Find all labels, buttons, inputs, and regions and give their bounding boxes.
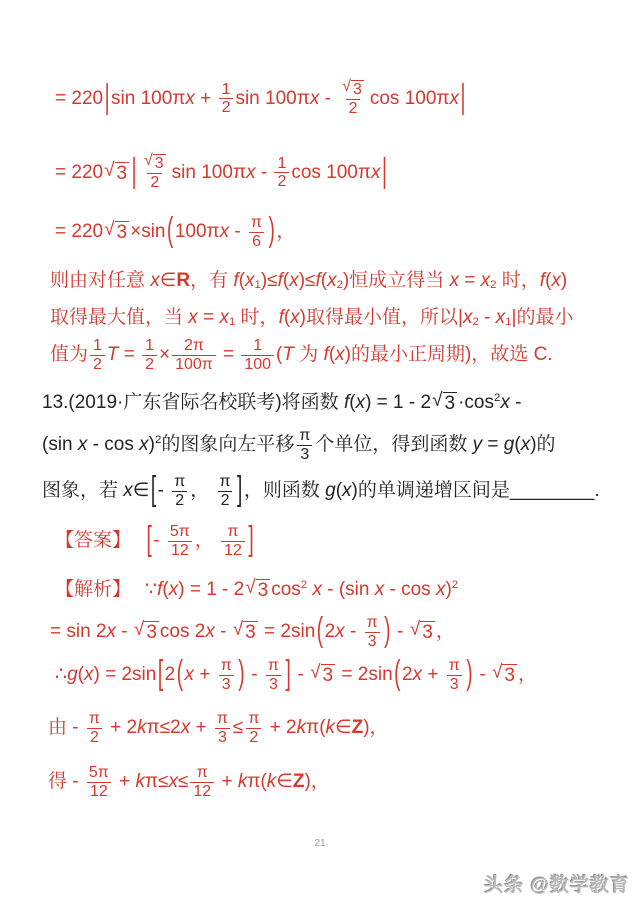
- sqrt-radical: √ 3: [245, 576, 269, 601]
- big-delimiter: ]: [285, 655, 291, 694]
- fraction: $\frac{1}{100}$: [241, 337, 274, 374]
- fraction: π 2: [219, 473, 231, 509]
- solution12-paragraph-line3: 值为 1 2 T = $\frac{1}{2}$ × $\frac{2\pi}{100\pi}$ = $\frac{1}{100}$ ( T 为 f ( x )的最小正周期)，故选 C.: [50, 337, 553, 373]
- big-delimiter: ): [384, 612, 391, 651]
- fraction: 5π 12: [88, 764, 109, 800]
- big-delimiter: (: [176, 655, 184, 694]
- big-delimiter: (: [316, 612, 324, 651]
- analysis-step4: 由 - π 2 + 2 k π≤2 x + $\frac{\pi}{3}$ ≤ $\frac{\pi}{2}$ + 2 k π( k ∈ Z )，: [48, 710, 389, 746]
- fraction: π 3: [366, 614, 378, 650]
- fraction: π 12: [221, 523, 245, 560]
- big-delimiter: [: [146, 521, 152, 560]
- fraction: √ 3 2: [342, 78, 362, 117]
- sqrt-radical: √ 3: [409, 619, 433, 644]
- fraction: √ 3 2: [144, 152, 164, 191]
- analysis-formula: ∵ f ( x ) = 1 - 2 √ 3 cos 2 x - (sin x - cos x ) 2: [145, 576, 459, 601]
- fraction: $\frac{\pi}{3}$: [220, 657, 232, 693]
- big-delimiter: (: [394, 655, 401, 694]
- formula-amplitude-step1: = 220 | sin 100π x + $\frac{1}{2}$ sin 100π x - √ 3 2 cos 100π x |: [55, 80, 467, 118]
- fraction: $\frac{\pi}{12}$: [190, 764, 214, 801]
- fraction: $\frac{1}{2}$: [142, 337, 157, 374]
- fraction: $\frac{\pi}{3}$: [448, 657, 460, 693]
- big-delimiter: |: [104, 79, 110, 118]
- watermark-text: 头条 @数学教育: [484, 875, 630, 896]
- fraction: π 2: [174, 473, 186, 509]
- sqrt-radical: √ 3: [144, 152, 164, 172]
- big-delimiter: ]: [248, 521, 254, 560]
- answer-interval: [ - 5π 12 ， π 12 ]: [145, 523, 255, 560]
- solution12-paragraph-line2: 取得最大值，当 x = x 1 时， f ( x )取得最小值，所以| x 2 - x 1 |的最小: [50, 307, 574, 328]
- formula-amplitude-step2: = 220 √ 3 | √ 3 2 sin 100π x - 1 2 cos 100π x |: [55, 154, 388, 192]
- big-delimiter: ): [238, 655, 245, 694]
- fraction: $\frac{\pi}{3}$: [216, 710, 228, 746]
- analysis-step3: ∴ g ( x ) = 2sin [ 2 ( x + $\frac{\pi}{3}$ ) - π 3 ] - √ 3 = 2sin ( 2 x + $\frac{\pi}{3}$ ) - √ 3 ，: [55, 657, 537, 694]
- fraction: π 3: [267, 657, 279, 693]
- question13-line3: 图象，若 x ∈ [ - π 2 ， π 2 ] ，则函数 g ( x )的单调递增区间是________.: [42, 473, 600, 510]
- sqrt-radical: √ 3: [342, 78, 362, 98]
- question13-line1: 13.(2019·广东省际名校联考)将函数 f ( x ) = 1 - 2 √ 3 ·cos 2 x -: [42, 389, 522, 414]
- sqrt-radical: √ 3: [432, 389, 456, 414]
- question13-line2: (sin x - cos x ) 2 的图象向左平移 π 3 个单位，得到函数 y = g ( x )的: [42, 427, 556, 463]
- big-delimiter: ]: [237, 471, 243, 510]
- solution12-paragraph-line1: 则由对任意 x ∈ R ，有 f ( x 1 )≤ f ( x )≤ f ( x 2 )恒成立得当 x = x 2 时， f ( x ): [50, 270, 568, 291]
- big-delimiter: |: [460, 79, 466, 118]
- formula-amplitude-step3: = 220 √ 3 ×sin ( 100π x - π 6 ) ，: [55, 214, 295, 251]
- sqrt-radical: √ 3: [104, 159, 128, 184]
- answer-line: [55, 523, 255, 560]
- big-delimiter: (: [166, 212, 174, 251]
- fraction: $\frac{1}{2}$: [219, 81, 234, 118]
- big-delimiter: ): [466, 655, 473, 694]
- page-number: 21: [314, 838, 326, 849]
- big-delimiter: ): [268, 212, 275, 251]
- analysis-step2: = sin 2 x - √ 3 cos 2 x - √ 3 = 2sin ( 2 x - π 3 ) - √ 3 ，: [50, 614, 455, 651]
- analysis-line: [55, 578, 458, 602]
- fraction: $\frac{\pi}{2}$: [248, 710, 260, 746]
- big-delimiter: |: [131, 153, 137, 192]
- analysis-step5: 得 - 5π 12 + k π≤ x ≤ $\frac{\pi}{12}$ + k π( k ∈ Z )，: [48, 764, 330, 800]
- sqrt-radical: √ 3: [133, 619, 157, 644]
- fraction: 5π 12: [169, 523, 190, 559]
- sqrt-radical: √ 3: [310, 662, 334, 687]
- fraction: 1 2: [90, 337, 105, 374]
- sqrt-radical: √ 3: [104, 219, 128, 244]
- sqrt-radical: √ 3: [491, 662, 515, 687]
- fraction: π 3: [299, 427, 311, 463]
- fraction: $\frac{2\pi}{100\pi}$: [172, 337, 216, 374]
- fraction: π 6: [251, 214, 263, 250]
- answer-label: 【答案】: [55, 530, 132, 552]
- sqrt-radical: √ 3: [232, 619, 256, 644]
- analysis-label: 【解析】: [55, 579, 132, 600]
- big-delimiter: |: [381, 153, 387, 192]
- fraction: 1 2: [274, 155, 289, 192]
- big-delimiter: [: [157, 655, 164, 694]
- fraction: π 2: [88, 710, 100, 746]
- big-delimiter: [: [150, 471, 157, 510]
